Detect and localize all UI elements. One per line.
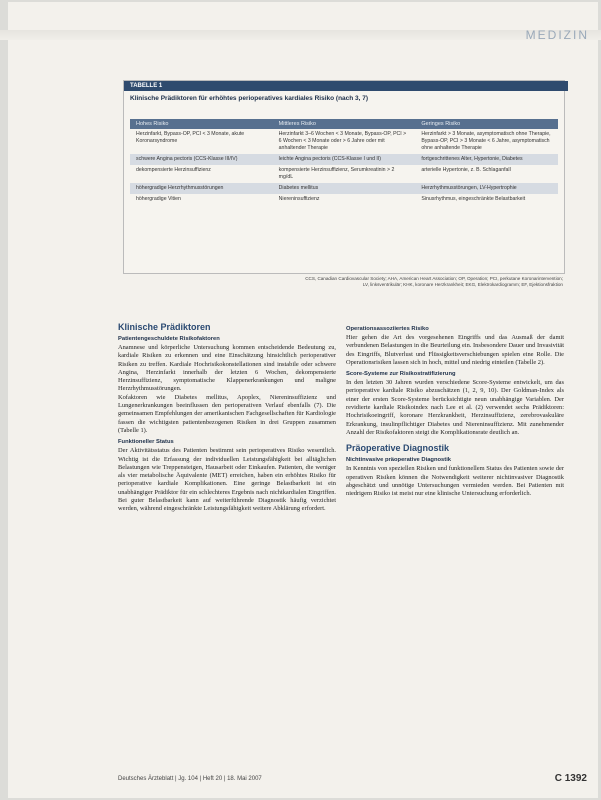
page-number: C 1392 <box>554 773 587 784</box>
left-column <box>118 322 336 514</box>
paragraph: In den letzten 30 Jahren wurden verschiedene Score-Systeme entwickelt, um das perioperative kardiale Risiko abzuschätzen (1, 2, 9, 10). Der Goldman-Index als einer der ersten Score-Systeme berücksichtigte neun unabhängige Variablen. Der revidierte kardiale Risikoindex nach Lee et al. (2) verwendet sechs Prädiktoren: Hochrisikoeingriff, koronare Herzkrankheit, Herzinsuffizienz, zerebrovaskuläre Erkrankung, insulinpflichtiger Diabetes und Niereninsuffizienz. Mit zunehmender Anzahl der Risikofaktoren steigt die Komplikationsrate deutlich an. <box>346 379 564 436</box>
table-cell: Diabetes mellitus <box>278 185 319 191</box>
section-heading: Klinische Prädiktoren <box>118 322 211 332</box>
paragraph: In Kenntnis von speziellen Risiken und funktionellem Status des Patienten sowie der operativen Risiken können die Notwendigkeit weiterer nichtinvasiver Diagnostik abgeschätzt und unnötige Untersuchungen vermieden werden. Bei Patienten mit niedrigem Risiko ist meist nur eine klinische Untersuchung erforderlich. <box>346 465 564 498</box>
table-badge: TABELLE 1 <box>124 81 568 91</box>
table-grid <box>130 119 558 205</box>
right-column <box>346 322 564 498</box>
table-header-cell: Geringes Risiko <box>421 121 461 127</box>
table-header-cell: Hohes Risiko <box>136 121 169 127</box>
subheading: Funktioneller Status <box>118 439 174 446</box>
table-row <box>130 194 558 205</box>
table-cell: fortgeschrittenes Alter, Hypertonie, Diabetes <box>421 156 523 162</box>
table-footnote <box>123 276 563 288</box>
table-cell: Herzrhythmusstörungen, LV-Hypertrophie <box>421 185 517 191</box>
subheading: Patientengeschuldete Risikofaktoren <box>118 336 220 342</box>
table-cell: dekompensierte Herzinsuffizienz <box>136 167 211 173</box>
table-cell: Herzinfarkt, Bypass-OP, PCI < 3 Monate, akute Koronarsyndrome <box>136 131 245 144</box>
table-cell: arterielle Hypertonie, z. B. Schlaganfall <box>421 167 511 173</box>
paragraph: Hier gehen die Art des vorgesehenen Eingriffs und das Ausmaß der damit verbundenen Belastungen in die Beurteilung ein. Insbesondere Dauer und Invasivität des Eingriffs, Blutverlust und Flüssigkeitsverschiebungen spielen eine Rolle. Die Operationsrisiken lassen sich in hoch, mittel und niedrig einteilen (Tabelle 2). <box>346 334 564 366</box>
top-strip <box>0 30 601 40</box>
journal-citation: Deutsches Ärzteblatt | Jg. 104 | Heft 20 | 18. Mai 2007 <box>118 776 262 782</box>
table-caption: Klinische Prädiktoren für erhöhtes perioperatives kardiales Risiko (nach 3, 7) <box>130 95 369 102</box>
subheading: Nichtinvasive präoperative Diagnostik <box>346 457 452 464</box>
table-header-row <box>130 119 558 129</box>
table-cell: Herzinfarkt 3–6 Wochen < 3 Monate, Bypass-OP, PCI > 6 Wochen < 3 Monate oder > 6 Jahre oder mit anhaltender Therapie <box>278 131 407 151</box>
table-1 <box>123 80 565 274</box>
paragraph: Kofaktoren wie Diabetes mellitus, Apoplex, Niereninsuffizienz und Lungenerkrankungen beeinflussen den perioperativen Verlauf ebenfalls (7). Die gemeinsamen Empfehlungen der amerikanischen Fachgesellschaften für Kardiologie fassen die wichtigsten patientenbezogenen Risiken in drei Gruppen zusammen (Tabelle 1). <box>118 393 336 434</box>
table-cell: Sinusrhythmus, eingeschränkte Belastbarkeit <box>421 196 526 202</box>
table-cell: kompensierte Herzinsuffizienz, Serumkreatinin > 2 mg/dL <box>278 167 395 180</box>
table-row <box>130 183 558 194</box>
paragraph: Der Aktivitätsstatus des Patienten bestimmt sein perioperatives Risiko wesentlich. Wichtig ist die Erfassung der individuellen Leistungsfähigkeit bei alltäglichen Belastungen wie Treppensteigen, Hausarbeit oder Einkaufen. Patienten, die weniger als vier metabolische Äquivalente (MET) erreichen, haben ein erhöhtes Risiko für perioperative kardiale Komplikationen. Eine geringe Belastbarkeit ist ein unabhängiger Prädiktor für ein schlechteres Ergebnis nach nichtkardialen Eingriffen. Bei guter Belastbarkeit kann auf weiterführende Diagnostik häufig verzichtet werden, während eingeschränkte Leistungsfähigkeit weitere Abklärung erfordert. <box>118 447 336 513</box>
table-row <box>130 154 558 165</box>
table-row <box>130 165 558 183</box>
section-heading: Präoperative Diagnostik <box>346 443 450 454</box>
table-cell: schwere Angina pectoris (CCS-Klasse III/IV) <box>136 156 238 162</box>
table-cell: Herzinfarkt > 3 Monate, asymptomatisch ohne Therapie, Bypass-OP, PCI > 3 Monate < 6 Jahre, asymptomatisch ohne anhaltende Therapie <box>421 131 551 151</box>
subheading: Score-Systeme zur Risikostratifizierung <box>346 371 456 378</box>
table-row <box>130 129 558 154</box>
table-footnote-line: CCS, Canadian Cardiovascular Society; AHA, American Heart Association; OP, Operation; PCI, perkutane Koronarintervention; <box>305 276 563 281</box>
paragraph: Anamnese und körperliche Untersuchung kommen entscheidende Bedeutung zu, kardiale Risiken zu erkennen und eine Einschätzung hinsichtlich perioperativer Risiken zu treffen. Kardiale Hochrisikokonstellationen sind instabile oder schwere Angina, Herzinfarkt innerhalb der letzten 6 Wochen, dekompensierte Herzinsuffizienz, symptomatische Klappenerkrankungen und maligne Herzrhythmusstörungen. <box>118 344 336 393</box>
table-header-cell: Mittleres Risiko <box>278 121 316 127</box>
table-cell: Niereninsuffizienz <box>278 196 320 202</box>
table-footnote-line: LV, linksventrikulär; KHK, koronare Herzkrankheit; EKG, Elektrokardiogramm; EF, Ejektionsfraktion <box>362 282 563 287</box>
section-label: MEDIZIN <box>525 28 589 42</box>
table-cell: höhergradige Herzrhythmusstörungen <box>136 185 224 191</box>
table-cell: höhergradige Vitien <box>136 196 181 202</box>
table-cell: leichte Angina pectoris (CCS-Klasse I und II) <box>278 156 382 162</box>
subheading: Operationsassoziiertes Risiko <box>346 326 429 332</box>
